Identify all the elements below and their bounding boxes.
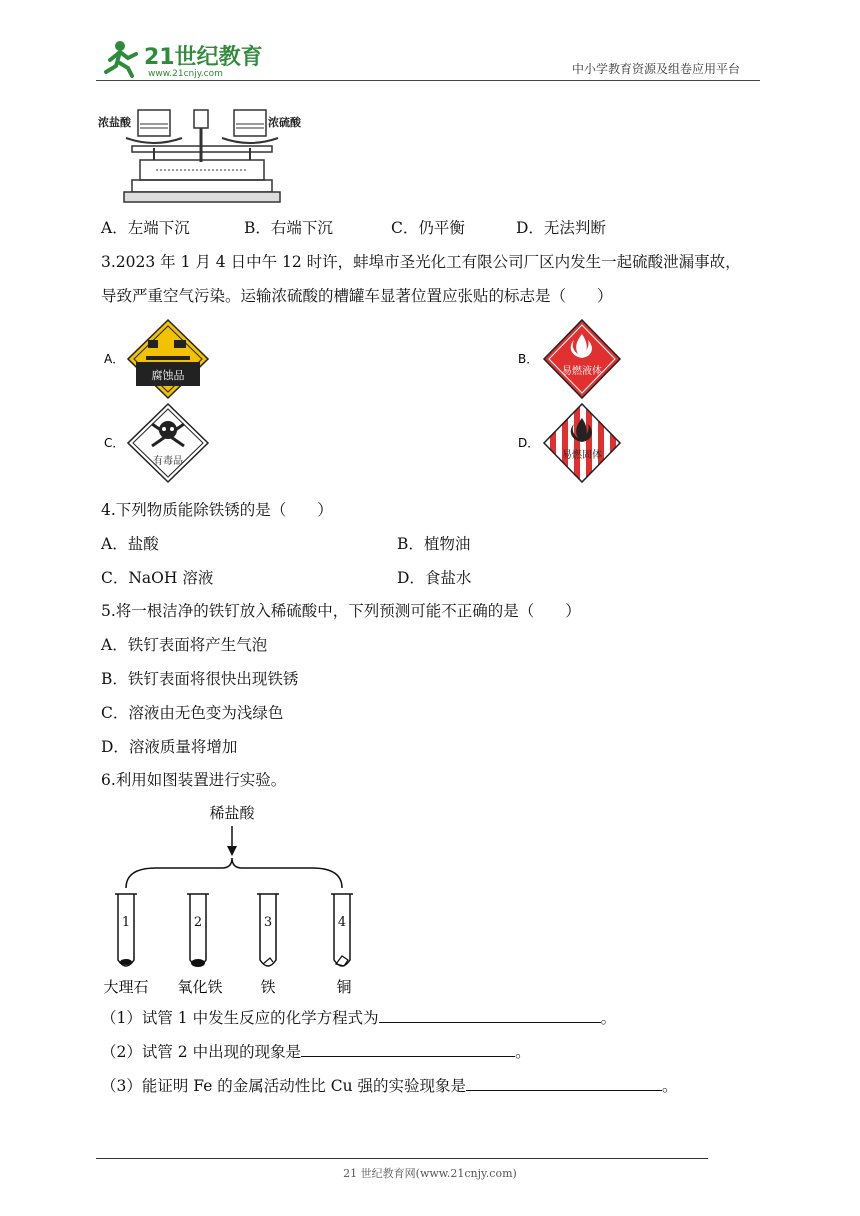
brace <box>126 858 342 888</box>
svg-text:腐蚀品: 腐蚀品 <box>151 369 185 382</box>
test-tube-1 <box>115 894 137 966</box>
svg-text:1: 1 <box>121 915 131 930</box>
q6-sub2 <box>101 1042 531 1062</box>
toxic-diamond <box>128 404 208 482</box>
q6-sub1 <box>101 1008 616 1028</box>
q6-stem: 6.利用如图装置进行实验。 <box>101 771 287 789</box>
test-tube-apparatus <box>96 800 376 1000</box>
test-tube-4 <box>331 894 353 966</box>
q2-option-c: C．仍平衡 <box>391 219 465 237</box>
q3-option-c-sign <box>100 402 220 484</box>
tube-2-label: 氧化铁 <box>177 978 223 996</box>
q6-sub2-text: （2）试管 2 中出现的现象是 <box>101 1043 302 1061</box>
q6-sub3 <box>101 1076 678 1096</box>
q6-sub2-period: 。 <box>515 1043 531 1061</box>
test-tube-2 <box>187 894 209 967</box>
tube-3-label: 铁 <box>260 978 276 996</box>
q4-option-c: C．NaOH 溶液 <box>101 569 214 587</box>
footer-divider <box>96 1158 708 1159</box>
test-tube-3 <box>257 894 279 966</box>
svg-text:21世纪教育: 21世纪教育 <box>144 45 263 70</box>
runner-icon <box>106 41 136 76</box>
svg-text:B．: B． <box>518 352 539 366</box>
q6-sub3-text: （3）能证明 Fe 的金属活动性比 Cu 强的实验现象是 <box>101 1077 466 1095</box>
q3-option-b-sign <box>516 318 626 400</box>
svg-text:4: 4 <box>337 915 347 930</box>
flammable-liquid-diamond <box>544 320 620 398</box>
q3-option-a-sign <box>100 318 220 400</box>
q6-sub3-period: 。 <box>662 1077 678 1095</box>
balance-figure <box>96 104 316 210</box>
q3-stem-line1: 3.2023 年 1 月 4 日中午 12 时许，蚌埠市圣光化工有限公司厂区内发生一起硫酸泄漏事故， <box>101 253 741 271</box>
q2-option-b: B．右端下沉 <box>244 219 333 237</box>
right-beaker-label: 浓硫酸 <box>268 116 301 129</box>
footer-text: 21 世纪教育网(www.21cnjy.com) <box>343 1167 517 1180</box>
header-divider <box>96 80 760 81</box>
flammable-solid-diamond <box>544 404 620 482</box>
svg-text:易燃固体: 易燃固体 <box>562 450 602 461</box>
svg-text:易燃液体: 易燃液体 <box>562 366 602 377</box>
q4-stem: 4.下列物质能除铁锈的是（ ） <box>101 501 333 519</box>
svg-text:www.21cnjy.com: www.21cnjy.com <box>148 69 223 79</box>
svg-text:A．: A． <box>104 352 125 366</box>
left-beaker-label: 浓盐酸 <box>98 116 131 129</box>
svg-text:2: 2 <box>193 915 203 930</box>
svg-text:C．: C． <box>104 436 125 450</box>
tube-1-label: 大理石 <box>103 978 149 996</box>
svg-text:3: 3 <box>263 915 273 930</box>
site-logo <box>96 36 266 80</box>
q6-sub1-period: 。 <box>600 1009 617 1027</box>
q3-stem-line2: 导致严重空气污染。运输浓硫酸的槽罐车显著位置应张贴的标志是（ ） <box>101 287 613 305</box>
tube-4-label: 铜 <box>336 978 352 996</box>
q5-stem: 5.将一根洁净的铁钉放入稀硫酸中，下列预测可能不正确的是（ ） <box>101 602 581 620</box>
q6-sub1-text: （1）试管 1 中发生反应的化学方程式为 <box>101 1009 379 1027</box>
reagent-label: 稀盐酸 <box>209 804 255 822</box>
answer-blank-2[interactable] <box>301 1042 515 1057</box>
q5-option-d: D．溶液质量将增加 <box>101 738 238 756</box>
answer-blank-1[interactable] <box>379 1008 601 1023</box>
q2-option-d: D．无法判断 <box>516 219 606 237</box>
svg-text:有毒品: 有毒品 <box>153 456 183 467</box>
svg-text:D．: D． <box>518 436 540 450</box>
q5-option-a: A．铁钉表面将产生气泡 <box>101 636 268 654</box>
q5-option-b: B．铁钉表面将很快出现铁锈 <box>101 670 299 688</box>
q3-option-d-sign <box>516 402 626 484</box>
q4-option-d: D．食盐水 <box>397 569 472 587</box>
arrow-down-icon <box>227 846 237 856</box>
q4-option-a: A．盐酸 <box>101 535 159 553</box>
header-platform-text: 中小学教育资源及组卷应用平台 <box>572 62 741 76</box>
q5-option-c: C．溶液由无色变为浅绿色 <box>101 704 284 722</box>
answer-blank-3[interactable] <box>466 1076 662 1091</box>
q4-option-b: B．植物油 <box>397 535 471 553</box>
q2-option-a: A．左端下沉 <box>101 219 190 237</box>
